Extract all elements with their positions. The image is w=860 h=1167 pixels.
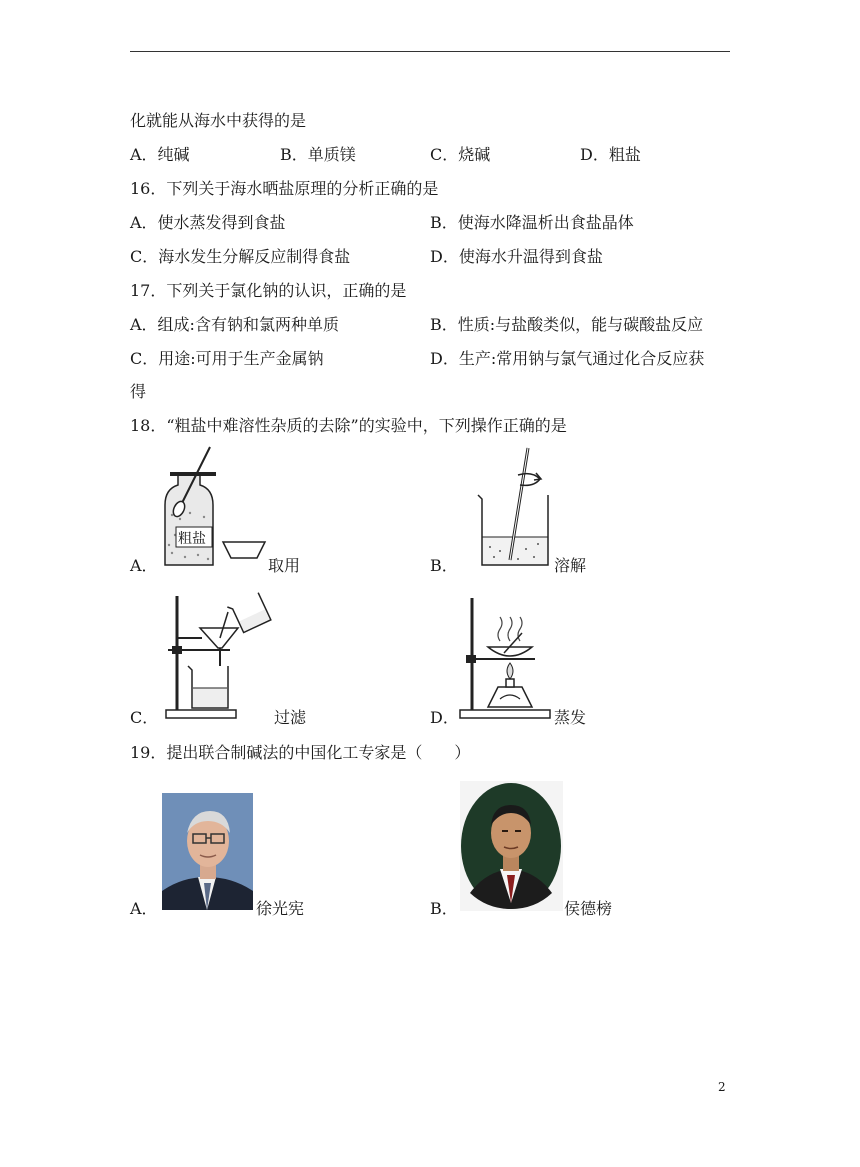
q18-stem: 18．“粗盐中难溶性杂质的去除”的实验中，下列操作正确的是 xyxy=(130,416,567,435)
q16-option-b[interactable]: B．使海水降温析出食盐晶体 xyxy=(430,213,634,232)
q15-option-a[interactable]: A．纯碱 xyxy=(130,145,190,164)
q18-option-d-letter[interactable]: D． xyxy=(430,708,459,727)
q17-option-b[interactable]: B．性质:与盐酸类似，能与碳酸盐反应 xyxy=(430,315,704,334)
q17-option-a[interactable]: A．组成:含有钠和氯两种单质 xyxy=(130,315,339,334)
q19-option-b-letter[interactable]: B． xyxy=(430,899,458,918)
q18-option-b-letter[interactable]: B． xyxy=(430,556,458,575)
portrait-hou-debang xyxy=(460,781,563,911)
q15-option-d[interactable]: D．粗盐 xyxy=(580,145,641,164)
portrait-xu-guangxian xyxy=(162,793,253,910)
q18-option-c-caption: 过滤 xyxy=(274,708,307,727)
q15-stem-tail: 化就能从海水中获得的是 xyxy=(130,111,307,130)
filtration-figure xyxy=(160,588,270,723)
q16-option-a[interactable]: A．使水蒸发得到食盐 xyxy=(130,213,286,232)
jar-label-text: 粗盐 xyxy=(178,531,206,547)
header-rule xyxy=(130,51,730,52)
q19-option-b-name: 侯德榜 xyxy=(564,899,613,918)
q18-option-d-caption: 蒸发 xyxy=(554,708,587,727)
reagent-jar-figure xyxy=(160,445,270,570)
q19-option-a-name: 徐光宪 xyxy=(256,899,305,918)
q15-option-b[interactable]: B．单质镁 xyxy=(280,145,356,164)
q16-stem: 16．下列关于海水晒盐原理的分析正确的是 xyxy=(130,179,439,198)
q18-option-c-letter[interactable]: C． xyxy=(130,708,159,727)
q19-option-a-letter[interactable]: A． xyxy=(130,899,158,918)
q17-option-d-wrap: 得 xyxy=(130,382,147,401)
q16-option-d[interactable]: D．使海水升温得到食盐 xyxy=(430,247,603,266)
q19-stem: 19．提出联合制碱法的中国化工专家是（ ） xyxy=(130,743,471,762)
q18-option-a-letter[interactable]: A． xyxy=(130,556,158,575)
beaker-stirring-figure xyxy=(470,445,560,570)
q17-stem: 17．下列关于氯化钠的认识，正确的是 xyxy=(130,281,407,300)
q15-option-c[interactable]: C．烧碱 xyxy=(430,145,491,164)
q17-option-c[interactable]: C．用途:可用于生产金属钠 xyxy=(130,349,324,368)
evaporation-figure xyxy=(460,595,560,723)
q18-option-a-caption: 取用 xyxy=(268,556,301,575)
q18-option-b-caption: 溶解 xyxy=(554,556,587,575)
page-number: 2 xyxy=(718,1080,726,1094)
q17-option-d[interactable]: D．生产:常用钠与氯气通过化合反应获 xyxy=(430,349,705,368)
q16-option-c[interactable]: C．海水发生分解反应制得食盐 xyxy=(130,247,351,266)
